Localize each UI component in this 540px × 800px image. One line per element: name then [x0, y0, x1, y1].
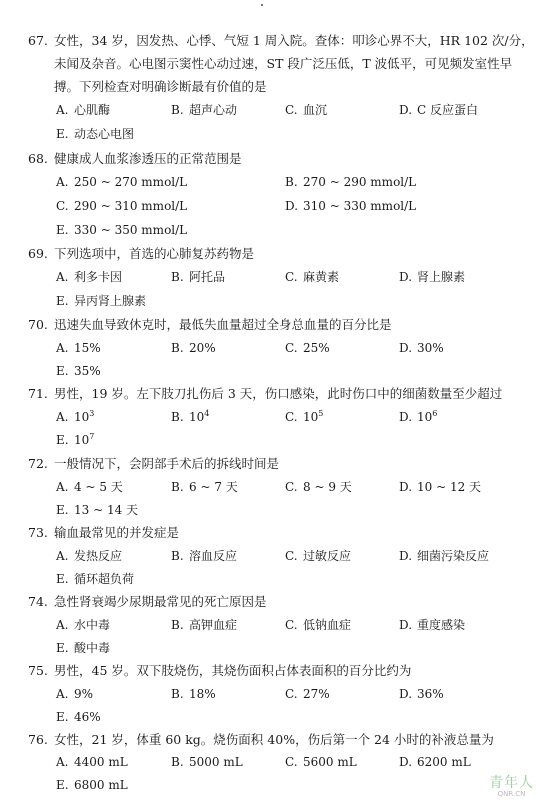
option-b: B. 溶血反应: [171, 549, 238, 563]
option-d: D. 6200 mL: [399, 755, 471, 769]
question-stem: 女性，21 岁，体重 60 kg。烧伤面积 40%，伤后第一个 24 小时的补液总量为: [54, 732, 494, 747]
question-stem: 输血最常见的并发症是: [54, 525, 180, 540]
question-stem: 未闻及杂音。心电图示窦性心动过速，ST 段广泛压低，T 波低平，可见频发室性早: [54, 56, 513, 71]
option-d: D. 细菌污染反应: [399, 549, 490, 563]
option-c: C. 290 ~ 310 mmol/L: [56, 199, 188, 213]
option-c: C. 低钠血症: [285, 618, 352, 632]
option-d: D. 肾上腺素: [399, 270, 466, 284]
question-stem: 搏。下列检查对明确诊断最有价值的是: [54, 79, 267, 94]
option-d: D. 10 ~ 12 天: [399, 480, 482, 494]
option-c: C. 8 ~ 9 天: [285, 480, 352, 494]
option-e: E. 循环超负荷: [56, 572, 135, 586]
option-e: E. 异丙肾上腺素: [56, 294, 147, 308]
page-mark: [261, 4, 263, 6]
option-c: C. 5600 mL: [285, 755, 357, 769]
option-a: A. 250 ~ 270 mmol/L: [56, 175, 188, 189]
option-d: D. $10^6$: [399, 409, 438, 424]
option-d: D. 36%: [399, 687, 444, 701]
question-stem: 男性，19 岁。左下肢刀扎伤后 3 天，伤口感染，此时伤口中的细菌数量至少超过: [54, 386, 503, 401]
watermark-en: QNR.CN: [497, 790, 526, 798]
question-number: 73.: [28, 525, 48, 540]
option-d: D. 30%: [399, 341, 444, 355]
option-b: B. $10^4$: [171, 409, 210, 424]
question-number: 67.: [28, 33, 48, 48]
question-number: 75.: [28, 663, 48, 678]
question-stem: 男性，45 岁。双下肢烧伤，其烧伤面积占体表面积的百分比约为: [54, 663, 412, 678]
option-b: B. 高钾血症: [171, 618, 238, 632]
question-number: 71.: [28, 386, 48, 401]
question-stem: 一般情况下，会阴部手术后的拆线时间是: [54, 456, 280, 471]
option-e: E. 330 ~ 350 mmol/L: [56, 223, 188, 237]
question-stem: 健康成人血浆渗透压的正常范围是: [54, 151, 242, 166]
option-d: D. 310 ~ 330 mmol/L: [285, 199, 417, 213]
question-number: 70.: [28, 317, 48, 332]
option-b: B. 6 ~ 7 天: [171, 480, 238, 494]
option-d: D. 重度感染: [399, 618, 466, 632]
option-e: E. 46%: [56, 710, 101, 724]
option-b: B. 18%: [171, 687, 216, 701]
question-stem: 迅速失血导致休克时，最低失血量超过全身总血量的百分比是: [54, 317, 392, 332]
option-e: E. $10^7$: [56, 432, 95, 447]
option-a: A. 心肌酶: [56, 103, 111, 117]
option-b: B. 阿托品: [171, 270, 226, 284]
question-number: 72.: [28, 456, 48, 471]
option-b: B. 超声心动: [171, 103, 238, 117]
question-number: 76.: [28, 732, 48, 747]
option-c: C. 血沉: [285, 103, 328, 117]
option-d: D. C 反应蛋白: [399, 103, 478, 117]
option-a: A. 4 ~ 5 天: [56, 480, 123, 494]
question-number: 69.: [28, 246, 48, 261]
option-a: A. 4400 mL: [56, 755, 128, 769]
question-number: 74.: [28, 594, 48, 609]
option-c: C. $10^5$: [285, 409, 324, 424]
watermark: [489, 772, 534, 798]
option-a: A. 水中毒: [56, 618, 111, 632]
option-e: E. 酸中毒: [56, 641, 111, 655]
option-b: B. 20%: [171, 341, 216, 355]
question-stem: 女性，34 岁，因发热、心悸、气短 1 周入院。查体：叩诊心界不大，HR 102 次/分，: [54, 33, 534, 48]
question-number: 68.: [28, 151, 48, 166]
option-e: E. 13 ~ 14 天: [56, 503, 139, 517]
watermark-cn: 青年人: [489, 775, 534, 791]
option-a: A. 利多卡因: [56, 270, 123, 284]
option-a: A. 9%: [56, 687, 94, 701]
option-a: A. $10^3$: [56, 409, 95, 424]
option-e: E. 6800 mL: [56, 778, 128, 792]
question-stem: 下列选项中，首选的心肺复苏药物是: [54, 246, 255, 261]
option-c: C. 27%: [285, 687, 330, 701]
option-e: E. 动态心电图: [56, 127, 135, 141]
option-b: B. 270 ~ 290 mmol/L: [285, 175, 417, 189]
question-stem: 急性肾衰竭少尿期最常见的死亡原因是: [54, 594, 267, 609]
option-c: C. 25%: [285, 341, 330, 355]
option-e: E. 35%: [56, 364, 101, 378]
option-a: A. 发热反应: [56, 549, 123, 563]
option-c: C. 过敏反应: [285, 549, 352, 563]
option-c: C. 麻黄素: [285, 270, 340, 284]
option-b: B. 5000 mL: [171, 755, 243, 769]
option-a: A. 15%: [56, 341, 101, 355]
